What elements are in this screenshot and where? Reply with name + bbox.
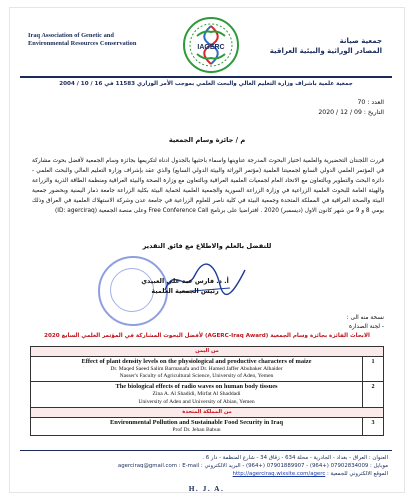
paper-authors: Dr. Maqed Saeed Salim Barmanafa and Dr. Hamed Jaffer Abubaker Alhaider (110, 366, 283, 372)
paper-authors: Zina A. Al Shadidi, Mirfat Al Shaddadi (152, 391, 241, 398)
footer-divider (20, 450, 392, 451)
paper-cell (31, 357, 363, 382)
paper-number: 3 (363, 417, 384, 435)
letter-footer (26, 454, 388, 479)
letter-meta (318, 98, 384, 118)
award-heading: الابحاث الفائزة بجائزة وسام الجمعية (AGERC-Iraq Award) لأفضل البحوث المشاركة في المؤتمر العلمي السابع 2020 (44, 333, 370, 339)
document-initials: H. J. A. (188, 484, 225, 493)
category-united-kingdom: من المملكة المتحدة (31, 407, 384, 417)
paper-cell (31, 382, 363, 407)
table-row (31, 417, 384, 435)
header-divider (20, 76, 392, 78)
paper-authors: Prof Dr. Jehan Babun (172, 426, 221, 433)
letterhead (10, 12, 404, 74)
paper-title: Environmental Pollution and Sustainable Food Security in Iraq (110, 418, 283, 426)
table-row (31, 357, 384, 382)
table-category-row (31, 347, 384, 357)
letter-page (10, 8, 404, 492)
signature-block (130, 276, 240, 296)
category-yemen: من اليمن (31, 347, 384, 357)
letter-subject: م / جائزة وسام الجمعية (168, 136, 246, 144)
paper-title: The biological effects of radio waves on human body tissues (115, 383, 278, 391)
footer-website-label: الموقع الالكتروني للجمعية : (327, 471, 388, 478)
copy-to-heading: نسخة منه الى : (346, 315, 384, 321)
signatory-name: أ. د. فارس عبد علي العبيدي (141, 277, 229, 285)
organization-name-english: Iraq Association of Genetic and Environmental Resources Conservation (28, 32, 137, 47)
association-logo-icon (182, 16, 240, 74)
paper-affiliation: University of Aden and University of Abian, Yemen (138, 398, 255, 405)
paper-title: Effect of plant density levels on the physiological and productive characters of maize (81, 358, 312, 365)
winning-papers-table (30, 346, 384, 436)
paper-number: 2 (363, 382, 384, 407)
footer-website-row (26, 470, 388, 478)
svg-text:IAGERC: IAGERC (197, 44, 225, 51)
website-link[interactable]: http://agerciraq.wixsite.com/agerc (232, 471, 326, 478)
table-row (31, 382, 384, 407)
letter-number: العدد : 70 (357, 99, 384, 106)
copy-to-list (347, 314, 384, 332)
paper-number: 1 (363, 357, 384, 382)
registration-line: جمعية علمية باشراف وزارة التعليم العالي والبحث العلمي بموجب الأمر الوزاري 11583 في 16 / 10 / 2004 (59, 81, 353, 87)
copy-to-item: - لجنة الصدارة (348, 324, 384, 330)
organization-name-arabic: جمعية صيانة المصادر الوراثية والبيئية العراقية (269, 37, 382, 55)
footer-address: العنوان : العراق - بغداد - الجادرية - محلة 634 - زقاق 34 - شارع المنظمة - دار 6 . (202, 455, 388, 461)
footer-contacts: موبايل : 07902834009 (+964) - 07901889907 (+964) - البريد الالكتروني : agerciraq@gmail.com : E-mail (117, 463, 388, 470)
table-category-row (31, 407, 384, 417)
letter-closing: للتفضل بالعلم والاطلاع مع فائق التقدير (142, 242, 272, 250)
letter-date: التاريخ : 09 / 12 / 2020 (318, 109, 384, 116)
signatory-title: رئيس الجمعية العلمية (151, 287, 219, 295)
paper-affiliation: Nasser's Faculty of Agricultural Science, University of Aden, Yemen (119, 373, 274, 380)
paper-cell (31, 417, 363, 435)
letter-body: قررت اللجنتان التحضيرية والعلمية اختيار البحوث المدرجة عناوينها واسماء باحثيها بالجدول ادناه لتكريمها بجائزة وسام الجمعية لأفضل بحوث مشاركة في المؤتمر العلمي الدولي السابع لجمعيتنا العلمية (مؤتمر الوراثة والبيئة الدولي السابع) والذي عقد بإشراف وزارة التعليم العالي والبحث العلمي - دائرة البحث والتطوير وبالتعاون مع الاتحاد العام لجمعيات العلمية العراقية وبالتعاون مع وزارة الصحة والبيئة العراقية ومنظمة الطاقة الذرية والزراعة والهيئة العامة للبحوث العلمية الزراعية في وزارة الزراعة السورية والجمعية العلمية لحماية البيئة بكلية الزراعة جامعة ذمار اليمنية وبحضور جمعية البيئة والصحة العراقية في المملكة المتحدة وجمعية البيئة في كلية ناصر للعلوم الزراعية في جامعة عدن وشركة الاستهلاك العلمية في العراق وذلك يومي 8 و 9 من شهر كانون الاول (ديسمبر) 2020 . افتراضيا على برنامج Free Conference Call وعلى منصة الجمعية (ID: agerciraq) (32, 158, 384, 215)
